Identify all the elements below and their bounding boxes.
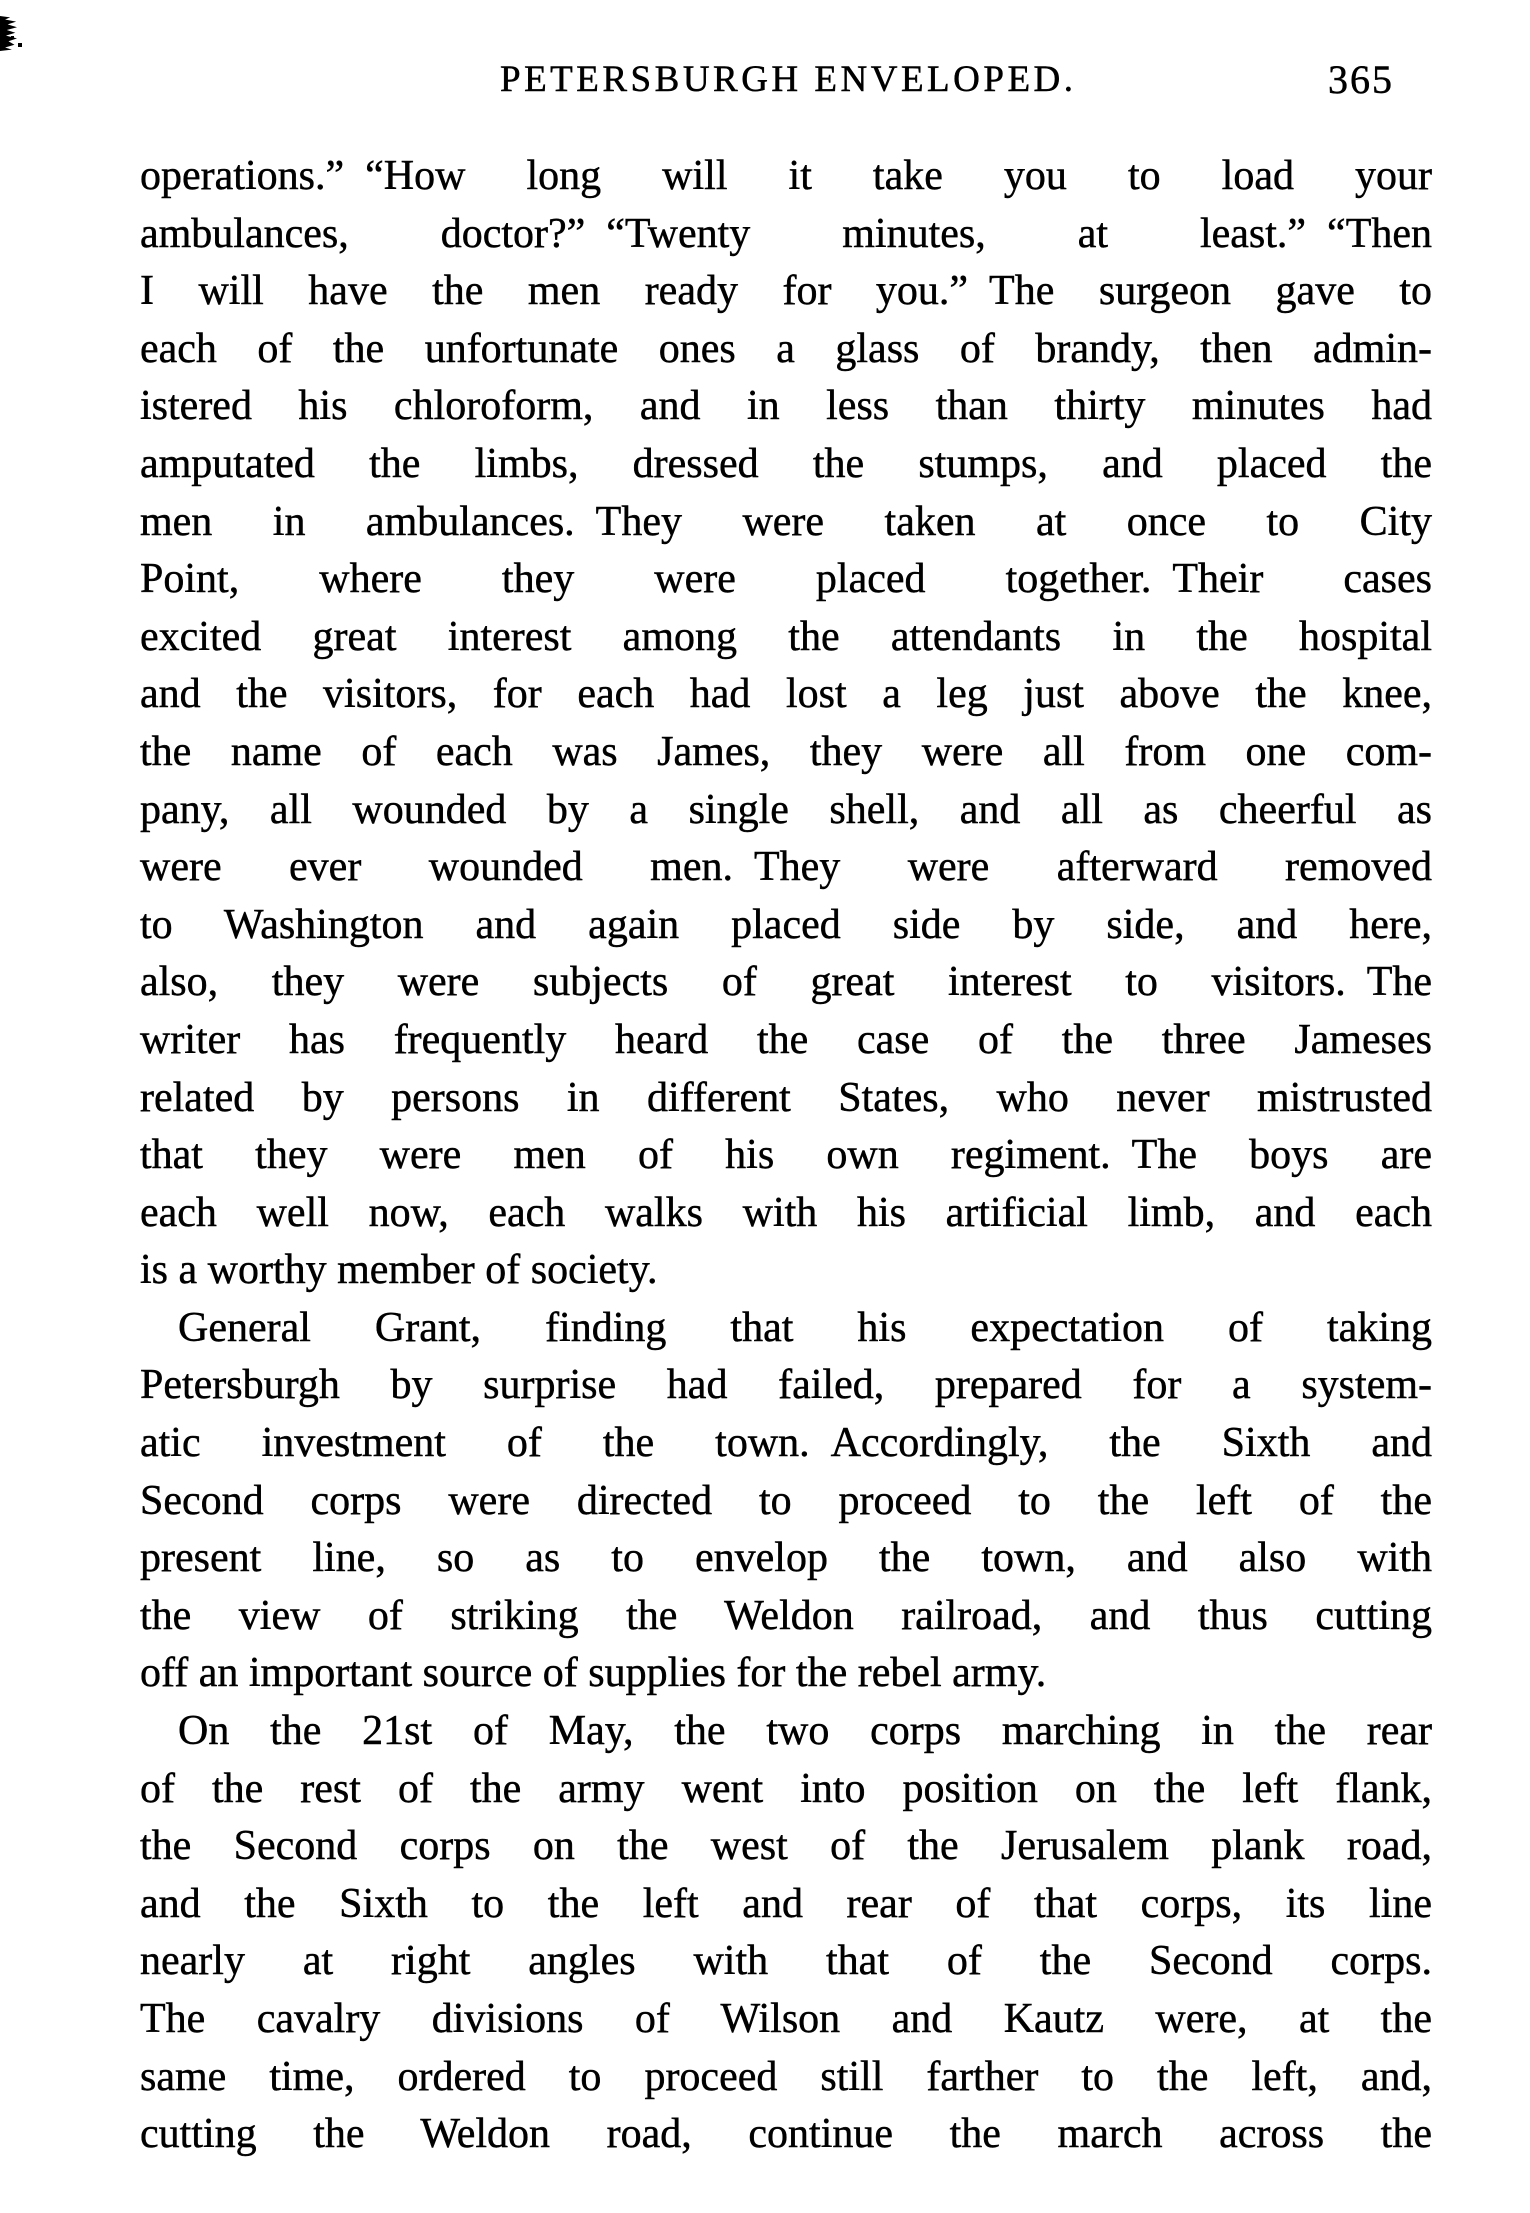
text-line: On the 21st of May, the two corps marching in the rear xyxy=(178,1708,1432,1755)
text-line: amputated the limbs, dressed the stumps, and placed the xyxy=(140,440,1432,487)
text-line: of the rest of the army went into position on the left flank, xyxy=(140,1765,1432,1812)
text-line: men in ambulances. They were taken at once to City xyxy=(140,498,1432,545)
text-line: same time, ordered to proceed still farther to the left, and, xyxy=(140,2053,1432,2100)
running-header xyxy=(140,56,1432,108)
text-line: related by persons in different States, who never mistrusted xyxy=(140,1074,1432,1121)
text-line: that they were men of his own regiment. The boys are xyxy=(140,1132,1432,1179)
text-line: Petersburgh by surprise had failed, prepared for a system- xyxy=(140,1362,1432,1409)
text-line: were ever wounded men. They were afterward removed xyxy=(140,844,1432,891)
text-line: present line, so as to envelop the town, and also with xyxy=(140,1535,1432,1582)
running-title: PETERSBURGH ENVELOPED. xyxy=(500,59,1077,100)
text-line: and the visitors, for each had lost a leg just above the knee, xyxy=(140,671,1432,718)
text-line: ambulances, doctor?” “Twenty minutes, at least.” “Then xyxy=(140,210,1432,257)
text-line: is a worthy member of society. xyxy=(140,1247,658,1294)
ink-speck xyxy=(18,43,22,47)
text-line: operations.” “How long will it take you to load your xyxy=(140,153,1432,199)
text-line: the view of striking the Weldon railroad, and thus cutting xyxy=(140,1592,1432,1639)
text-line: to Washington and again placed side by side, and here, xyxy=(140,901,1432,948)
text-line: nearly at right angles with that of the Second corps. xyxy=(140,1938,1432,1985)
text-line: I will have the men ready for you.” The surgeon gave to xyxy=(140,268,1432,315)
text-line: also, they were subjects of great interest to visitors. The xyxy=(140,959,1432,1006)
text-line: atic investment of the town. Accordingly, the Sixth and xyxy=(140,1420,1432,1467)
text-line: writer has frequently heard the case of the three Jameses xyxy=(140,1016,1432,1063)
page-number: 365 xyxy=(1328,57,1394,102)
text-line: off an important source of supplies for the rebel army. xyxy=(140,1650,1047,1697)
text-line: The cavalry divisions of Wilson and Kautz were, at the xyxy=(140,1996,1432,2042)
ink-speck xyxy=(11,36,14,39)
text-line: cutting the Weldon road, continue the march across the xyxy=(140,2111,1432,2158)
text-line: istered his chloroform, and in less than thirty minutes had xyxy=(140,383,1432,430)
text-line: the name of each was James, they were all from one com- xyxy=(140,728,1432,775)
text-line: each of the unfortunate ones a glass of brandy, then admin- xyxy=(140,325,1432,372)
text-line: excited great interest among the attendants in the hospital xyxy=(140,613,1432,660)
text-line: Second corps were directed to proceed to the left of the xyxy=(140,1477,1432,1524)
ink-smudge-artifact xyxy=(0,16,17,51)
text-line: General Grant, finding that his expectation of taking xyxy=(178,1304,1432,1351)
text-line: pany, all wounded by a single shell, and all as cheerful as xyxy=(140,786,1432,833)
text-line: and the Sixth to the left and rear of that corps, its line xyxy=(140,1880,1432,1927)
text-line: each well now, each walks with his artificial limb, and each xyxy=(140,1189,1432,1236)
text-line: Point, where they were placed together. Their cases xyxy=(140,556,1432,603)
text-line: the Second corps on the west of the Jerusalem plank road, xyxy=(140,1823,1432,1870)
body-text xyxy=(140,148,1432,2164)
